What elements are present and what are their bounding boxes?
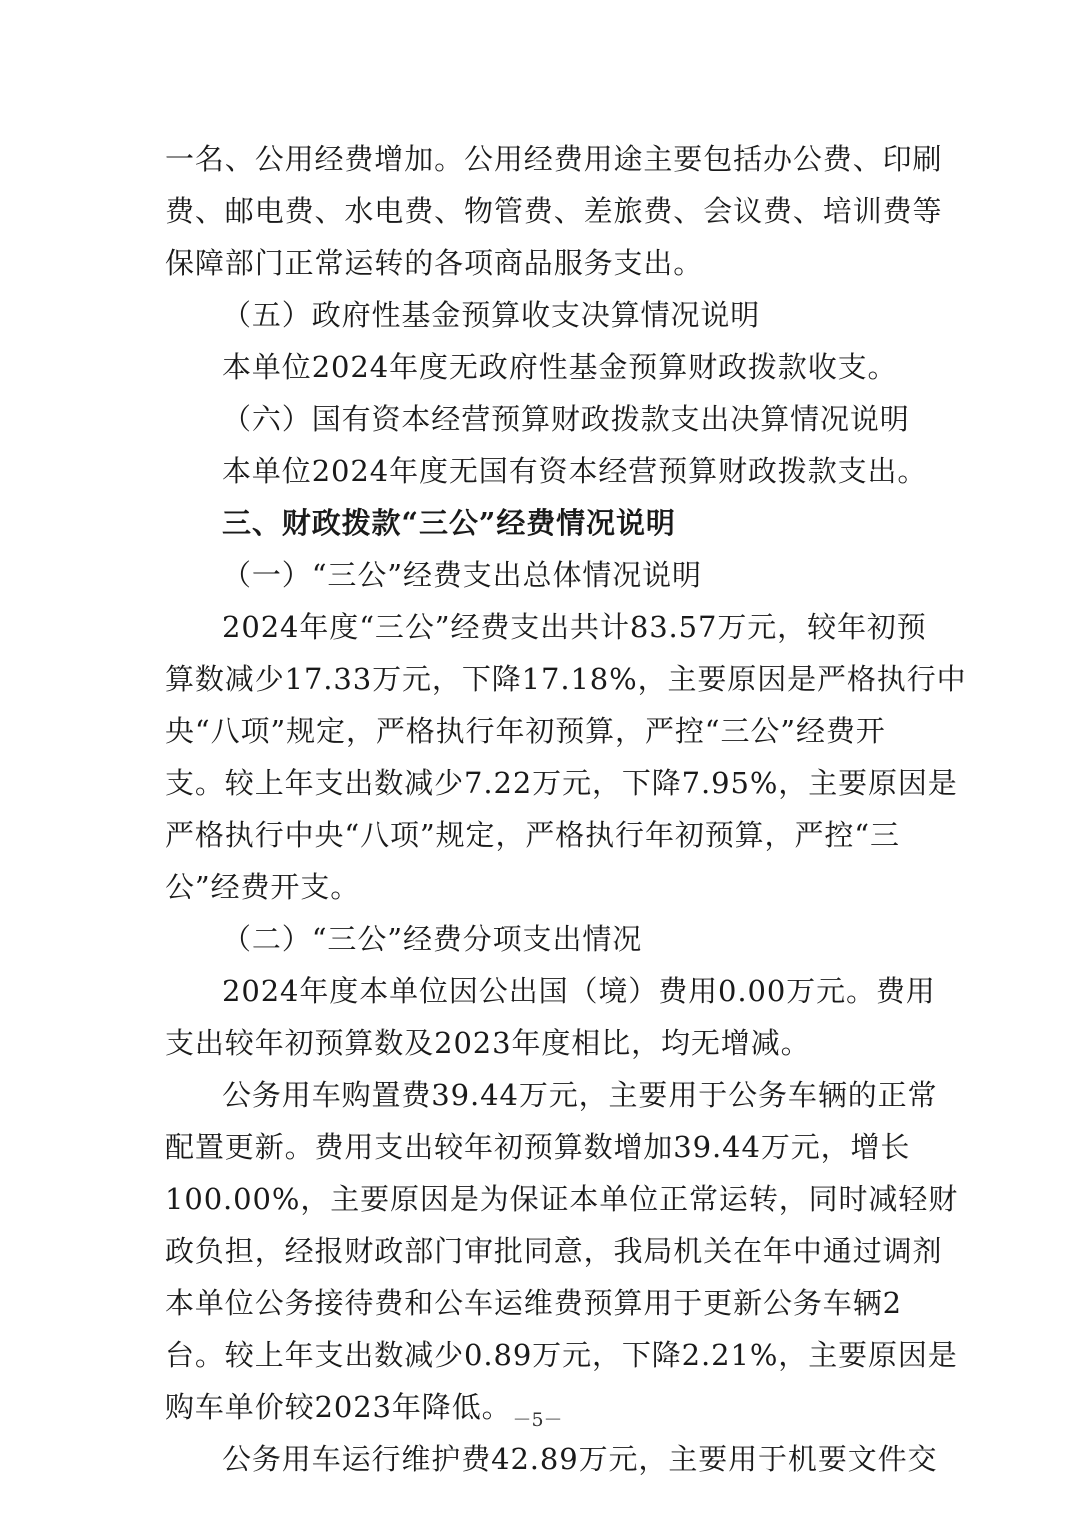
text-line-25: 购车单价较2023年降低。 (165, 1390, 512, 1424)
text-line-11: 算数减少17.33万元，下降17.18%，主要原因是严格执行中 (165, 662, 967, 696)
text-line-1: 一名、公用经费增加。公用经费用途主要包括办公费、印刷 (165, 142, 943, 176)
text-line-21: 100.00%，主要原因是为保证本单位正常运转，同时减轻财 (165, 1182, 959, 1216)
text-line-12: 央“八项”规定，严格执行年初预算，严控“三公”经费开 (165, 714, 886, 748)
subsection-heading-2: （二）“三公”经费分项支出情况 (222, 922, 643, 956)
text-line-20: 配置更新。费用支出较年初预算数增加39.44万元，增长 (165, 1130, 911, 1164)
section-heading-5: （五）政府性基金预算收支决算情况说明 (222, 298, 761, 332)
text-line-14: 严格执行中央“八项”规定，严格执行年初预算，严控“三 (165, 818, 900, 852)
text-line-24: 台。较上年支出数减少0.89万元，下降2.21%，主要原因是 (165, 1338, 958, 1372)
text-line-10: 2024年度“三公”经费支出共计83.57万元，较年初预 (222, 610, 927, 644)
text-line-19: 公务用车购置费39.44万元，主要用于公务车辆的正常 (222, 1078, 938, 1112)
text-line-3: 保障部门正常运转的各项商品服务支出。 (165, 246, 704, 280)
text-line-17: 2024年度本单位因公出国（境）费用0.00万元。费用 (222, 974, 936, 1008)
section-heading-6: （六）国有资本经营预算财政拨款支出决算情况说明 (222, 402, 910, 436)
text-line-22: 政负担，经报财政部门审批同意，我局机关在年中通过调剂 (165, 1234, 943, 1268)
text-line-26: 公务用车运行维护费42.89万元，主要用于机要文件交 (222, 1442, 938, 1476)
text-line-23: 本单位公务接待费和公车运维费预算用于更新公务车辆2 (165, 1286, 902, 1320)
text-line-5: 本单位2024年度无政府性基金预算财政拨款收支。 (222, 350, 898, 384)
text-line-15: 公”经费开支。 (165, 870, 361, 904)
page-number: －5－ (512, 1409, 563, 1431)
chapter-heading-3: 三、财政拨款“三公”经费情况说明 (222, 506, 676, 540)
text-line-7: 本单位2024年度无国有资本经营预算财政拨款支出。 (222, 454, 928, 488)
subsection-heading-1: （一）“三公”经费支出总体情况说明 (222, 558, 702, 592)
text-line-13: 支。较上年支出数减少7.22万元，下降7.95%，主要原因是 (165, 766, 958, 800)
text-line-18: 支出较年初预算数及2023年度相比，均无增减。 (165, 1026, 811, 1060)
text-line-2: 费、邮电费、水电费、物管费、差旅费、会议费、培训费等 (165, 194, 943, 228)
document-body (165, 133, 967, 1485)
